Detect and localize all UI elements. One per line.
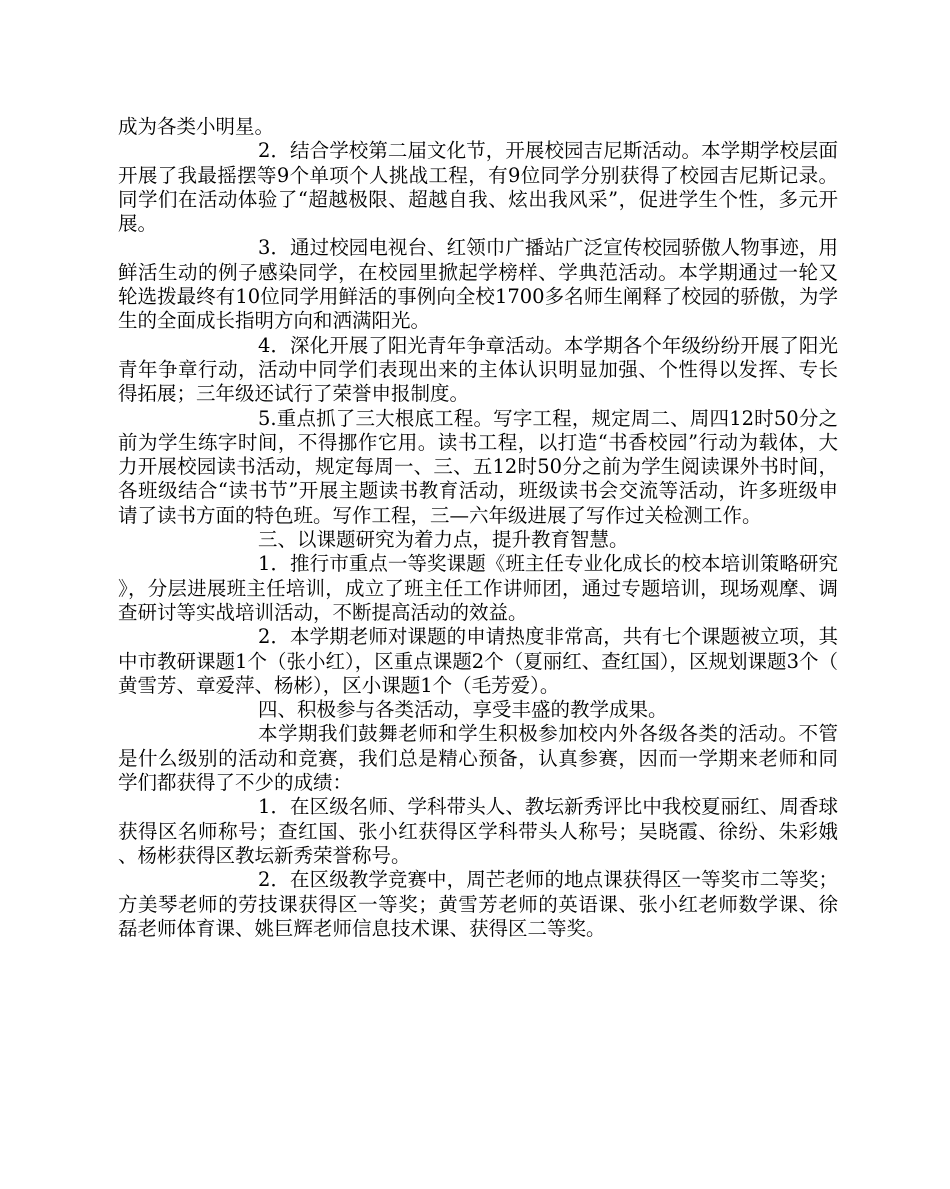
paragraph-three-projects: 5.重点抓了三大根底工程。写字工程，规定周二、周四12时50分之前为学生练字时间，不得挪作它用。读书工程，以打造“书香校园”行动为载体，大力开展校园读书活动，规定每周一、三、五12时50分之前为学生阅读课外书时间，各班级结合“读书节”开展主题读书教育活动，班级读书会交流等活动，许多班级申请了读书方面的特色班。写作工程，三—六年级进展了写作过关检测工作。 — [118, 406, 838, 527]
paragraph-guinness-activity: 2．结合学校第二届文化节，开展校园吉尼斯活动。本学期学校层面开展了我最摇摆等9个单项个人挑战工程，有9位同学分别获得了校园吉尼斯记录。同学们在活动体验了“超越极限、超越自我、炫出我风采”，促进学生个性，多元开展。 — [118, 139, 838, 236]
section-heading-activities: 四、积极参与各类活动，享受丰盛的教学成果。 — [258, 698, 668, 722]
paragraph-research-applications: 2．本学期老师对课题的申请热度非常高，共有七个课题被立项，其中市教研课题1个（张小红），区重点课题2个（夏丽红、查红国），区规划课题3个（黄雪芳、章爱萍、杨彬），区小课题1个（毛芳爱）。 — [118, 625, 838, 697]
paragraph-youth-badge: 4．深化开展了阳光青年争章活动。本学期各个年级纷纷开展了阳光青年争章行动，活动中同学们表现出来的主体认识明显加强、个性得以发挥、专长得拓展；三年级还试行了荣誉申报制度。 — [118, 333, 838, 406]
paragraph-intro-end: 成为各类小明星。 — [118, 115, 275, 138]
paragraph-teaching-competition: 2．在区级教学竞赛中，周芒老师的地点课获得区一等奖市二等奖；方美琴老师的劳技课获得区一等奖；黄雪芳老师的英语课、张小红老师数学课、徐磊老师体育课、姚巨辉老师信息技术课、获得区二等奖。 — [118, 868, 838, 940]
paragraph-campus-tv: 3．通过校园电视台、红领巾广播站广泛宣传校园骄傲人物事迹，用鲜活生动的例子感染同学，在校园里掀起学榜样、学典范活动。本学期通过一轮又轮选拨最终有10位同学用鲜活的事例向全校1700多名师生阐释了校园的骄傲，为学生的全面成长指明方向和洒满阳光。 — [118, 236, 838, 333]
paragraph-teacher-titles: 1．在区级名师、学科带头人、教坛新秀评比中我校夏丽红、周香球获得区名师称号；查红国、张小红获得区学科带头人称号；吴晓霞、徐纷、朱彩娥、杨彬获得区教坛新秀荣誉称号。 — [118, 795, 838, 867]
section-heading-research: 三、以课题研究为着力点，提升教育智慧。 — [258, 528, 629, 552]
paragraph-activities-intro: 本学期我们鼓舞老师和学生积极参加校内外各级各类的活动。不管是什么级别的活动和竞赛，我们总是精心预备，认真参赛，因而一学期来老师和同学们都获得了不少的成绩： — [118, 722, 838, 795]
document-body — [118, 115, 838, 941]
paragraph-research-topic: 1．推行市重点一等奖课题《班主任专业化成长的校本培训策略研究》，分层进展班主任培训，成立了班主任工作讲师团，通过专题培训，现场观摩、调查研讨等实战培训活动，不断提高活动的效益。 — [118, 552, 838, 624]
